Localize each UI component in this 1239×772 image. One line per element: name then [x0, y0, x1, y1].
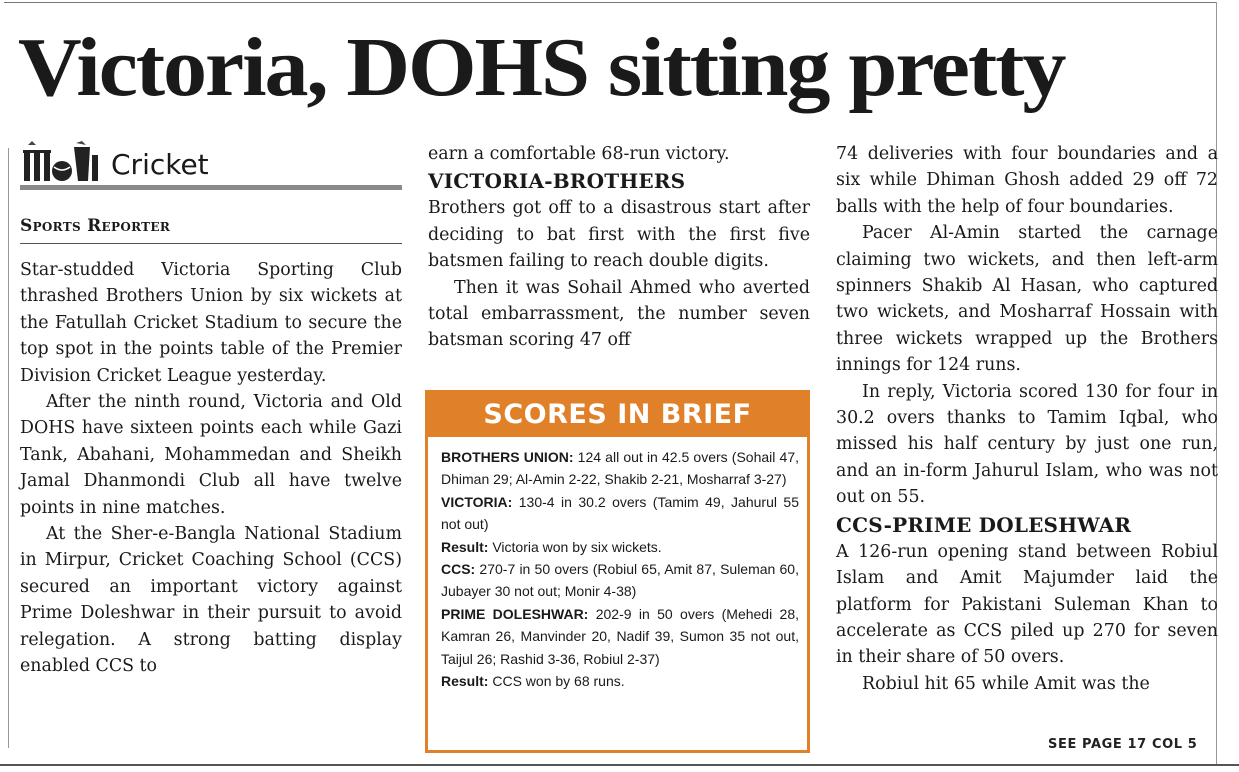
- score-team-label: CCS:: [441, 561, 476, 578]
- article-column-3: [836, 141, 1218, 697]
- scores-box-body: [441, 446, 799, 692]
- column-frame-left: [8, 148, 9, 748]
- score-result-label: Result:: [441, 673, 489, 690]
- paragraph: earn a comfortable 68-run victory.: [428, 144, 730, 164]
- score-detail: CCS won by 68 runs.: [488, 673, 625, 690]
- byline-rule: [20, 243, 402, 244]
- score-entry: [441, 536, 799, 558]
- score-entry: [441, 670, 799, 692]
- score-detail: 202-9 in 50 overs (Mehedi 28, Kamran 26, Manvinder 20, Nadif 39, Sumon 35 not out, Taijul 26; Rashid 3-36, Robiul 2-37): [441, 605, 800, 667]
- paragraph: After the ninth round, Victoria and Old DOHS have sixteen points each while Gazi Tank, Abahani, Mohammedan and Sheikh Jamal Dhanmondi Club all have twelve points in nine matches.: [20, 392, 402, 518]
- paragraph: Then it was Sohail Ahmed who averted total embarrassment, the number seven batsman scoring 47 off: [428, 277, 810, 351]
- headline: Victoria, DOHS sitting pretty: [18, 21, 1065, 114]
- paragraph: In reply, Victoria scored 130 for four in 30.2 overs thanks to Tamim Iqbal, who missed his half century by just one run, and an in-form Jahurul Islam, who was not out on 55.: [836, 381, 1218, 508]
- subhead: VICTORIA-BROTHERS: [428, 169, 686, 194]
- score-detail: Victoria won by six wickets.: [488, 538, 662, 555]
- subhead: CCS-PRIME DOLESHWAR: [836, 512, 1132, 537]
- paragraph: 74 deliveries with four boundaries and a six while Dhiman Ghosh added 29 off 72 balls with the help of four boundaries.: [836, 144, 1218, 217]
- score-detail: 130-4 in 30.2 overs (Tamim 49, Jahurul 55 not out): [441, 493, 799, 533]
- cricket-icon: [20, 141, 104, 185]
- paragraph: Star-studded Victoria Sporting Club thrashed Brothers Union by six wickets at the Fatullah Cricket Stadium to secure the top spot in the points table of the Premier Division Cricket League yesterday.: [20, 260, 402, 386]
- paragraph: Pacer Al-Amin started the carnage claiming two wickets, and then left-arm spinners Shakib Al Hasan, who captured two wickets, and Mosharraf Hossain with three wickets wrapped up the Brothers innings for 124 runs.: [836, 223, 1218, 376]
- score-team-label: BROTHERS UNION:: [441, 449, 574, 465]
- score-detail: 270-7 in 50 overs (Robiul 65, Amit 87, Suleman 60, Jubayer 30 not out; Monir 4-38): [441, 561, 799, 600]
- paragraph: A 126-run opening stand between Robiul Islam and Amit Majumder laid the platform for Pakistani Suleman Khan to accelerate as CCS piled up 270 for seven in their share of 50 overs.: [836, 541, 1218, 668]
- scores-box-title: SCORES IN BRIEF: [428, 393, 807, 437]
- score-result-label: Result:: [441, 538, 489, 555]
- score-team-label: PRIME DOLESHWAR:: [441, 605, 589, 622]
- kicker-rule: [20, 185, 402, 190]
- scores-in-brief-box: [425, 390, 810, 753]
- score-entry: [441, 491, 799, 536]
- score-team-label: VICTORIA:: [441, 493, 513, 510]
- section-kicker: [20, 141, 402, 191]
- page-frame-top: [4, 2, 1217, 3]
- score-detail: 124 all out in 42.5 overs (Sohail 47, Dhiman 29; Al-Amin 2-22, Shakib 2-21, Mosharraf 3-27): [441, 449, 799, 488]
- paragraph: Robiul hit 65 while Amit was the: [862, 673, 1150, 694]
- score-entry: [441, 558, 799, 603]
- jump-reference[interactable]: SEE PAGE 17 COL 5: [1048, 737, 1198, 752]
- article-column-2: [428, 141, 810, 354]
- byline: Sports Reporter: [20, 216, 171, 236]
- score-entry: [441, 603, 799, 670]
- section-label: Cricket: [111, 148, 209, 181]
- page-frame-bottom: [0, 764, 1239, 766]
- paragraph: Brothers got off to a disastrous start after deciding to bat first with the first five batsmen failing to reach double digits.: [428, 198, 810, 272]
- article-column-1: [20, 257, 402, 680]
- paragraph: At the Sher-e-Bangla National Stadium in Mirpur, Cricket Coaching School (CCS) secured an important victory against Prime Doleshwar in their pursuit to avoid relegation. A strong batting display enabled CCS to: [20, 524, 402, 677]
- score-entry: [441, 446, 799, 491]
